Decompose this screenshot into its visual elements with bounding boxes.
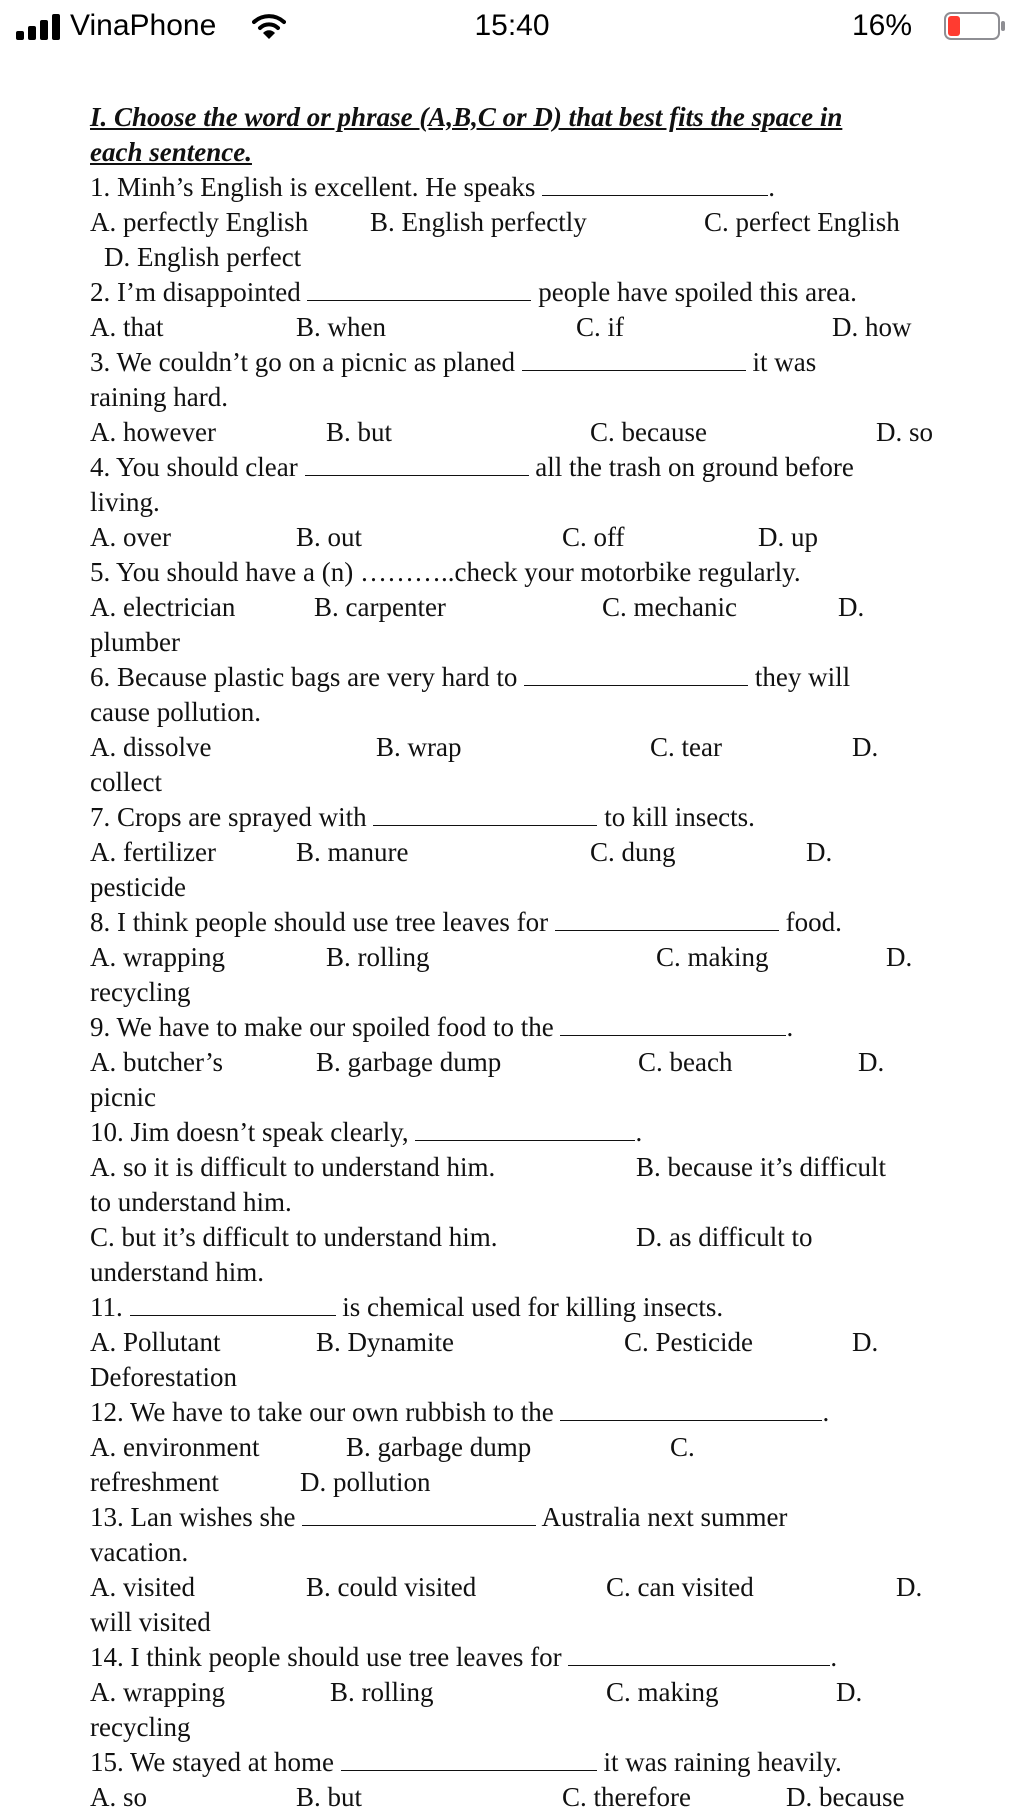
question-3 — [90, 345, 950, 380]
option-a: A. butcher’s — [90, 1047, 223, 1077]
option-d: D. up — [758, 522, 818, 552]
option-a: A. over — [90, 522, 171, 552]
option-b: B. wrap — [376, 732, 462, 762]
question-14-stem: 14. I think people should use tree leaves for — [90, 1642, 562, 1672]
option-b: B. could visited — [306, 1572, 477, 1602]
question-4-cont: living. — [90, 487, 160, 517]
question-10 — [90, 1115, 950, 1150]
option-a: A. wrapping — [90, 1677, 225, 1707]
option-b: B. English perfectly — [370, 207, 587, 237]
option-d: D. — [886, 942, 913, 972]
question-11-options-cont: Deforestation — [90, 1362, 237, 1392]
question-10-stem: 10. Jim doesn’t speak clearly, — [90, 1117, 409, 1147]
answer-blank — [522, 346, 746, 371]
answer-blank — [524, 661, 748, 686]
question-4 — [90, 450, 950, 485]
question-5-options-cont: plumber — [90, 627, 180, 657]
question-2-options — [90, 310, 950, 345]
answer-blank — [341, 1746, 597, 1771]
status-bar — [0, 0, 1024, 54]
option-c: C. because — [590, 417, 707, 447]
option-c: C. can visited — [606, 1572, 754, 1602]
option-c: C. but it’s difficult to understand him. — [90, 1222, 498, 1252]
option-a: A. however — [90, 417, 216, 447]
answer-blank — [373, 801, 597, 826]
question-14-options-cont: recycling — [90, 1712, 191, 1742]
question-10-options — [90, 1150, 950, 1185]
question-13-end: Australia next summer — [541, 1502, 788, 1532]
battery-level-fill — [948, 16, 960, 36]
option-a: A. perfectly English — [90, 207, 309, 237]
question-12-stem: 12. We have to take our own rubbish to the — [90, 1397, 554, 1427]
battery-percentage: 16% — [851, 9, 912, 42]
question-15-stem: 15. We stayed at home — [90, 1747, 335, 1777]
option-c: C. if — [576, 312, 625, 342]
question-7-end: to kill insects. — [604, 802, 755, 832]
question-11-stem: 11. — [90, 1292, 123, 1322]
answer-blank — [555, 906, 779, 931]
question-13-stem: 13. Lan wishes she — [90, 1502, 296, 1532]
option-b: B. because it’s difficult — [636, 1152, 886, 1182]
question-13 — [90, 1500, 950, 1535]
answer-blank — [560, 1396, 822, 1421]
question-4-options — [90, 520, 950, 555]
option-b: B. carpenter — [314, 592, 446, 622]
question-1 — [90, 170, 950, 205]
question-13-cont: vacation. — [90, 1537, 189, 1567]
question-12-options — [90, 1430, 950, 1465]
option-c: C. mechanic — [602, 592, 737, 622]
option-d: D. — [896, 1572, 923, 1602]
question-8-options-cont: recycling — [90, 977, 191, 1007]
question-8 — [90, 905, 950, 940]
question-8-options — [90, 940, 950, 975]
question-13-options — [90, 1570, 950, 1605]
question-5-options — [90, 590, 950, 625]
option-c: C. making — [606, 1677, 719, 1707]
option-b: B. but — [296, 1782, 363, 1812]
question-15 — [90, 1745, 950, 1780]
carrier-name: VinaPhone — [70, 9, 217, 42]
section-heading: I. Choose the word or phrase (A,B,C or D) that best fits the space in — [90, 102, 843, 132]
option-b: B. rolling — [330, 1677, 434, 1707]
question-4-end: all the trash on ground before — [535, 452, 854, 482]
question-7-stem: 7. Crops are sprayed with — [90, 802, 367, 832]
option-a: A. electrician — [90, 592, 236, 622]
question-10-end: . — [635, 1117, 643, 1147]
question-4-stem: 4. You should clear — [90, 452, 298, 482]
worksheet — [90, 100, 950, 1815]
option-d: D. — [852, 1327, 879, 1357]
question-11-options — [90, 1325, 950, 1360]
question-9-end: . — [786, 1012, 794, 1042]
answer-blank — [130, 1291, 336, 1316]
question-8-stem: 8. I think people should use tree leaves for — [90, 907, 549, 937]
answer-blank — [302, 1501, 536, 1526]
question-6-options-cont: collect — [90, 767, 162, 797]
question-6-end: they will — [754, 662, 851, 692]
question-3-end: it was — [752, 347, 817, 377]
answer-blank — [568, 1641, 830, 1666]
question-9-options — [90, 1045, 950, 1080]
question-1-options-cont — [90, 240, 950, 275]
option-a: A. so it is difficult to understand him. — [90, 1152, 496, 1182]
question-14-options — [90, 1675, 950, 1710]
option-c: C. — [670, 1432, 695, 1462]
option-c: C. dung — [590, 837, 676, 867]
option-b: B. out — [296, 522, 363, 552]
question-14-end: . — [830, 1642, 838, 1672]
question-14 — [90, 1640, 950, 1675]
question-6-stem: 6. Because plastic bags are very hard to — [90, 662, 518, 692]
option-c: C. Pesticide — [624, 1327, 753, 1357]
question-7-options — [90, 835, 950, 870]
question-6-cont: cause pollution. — [90, 697, 261, 727]
option-b: B. when — [296, 312, 386, 342]
option-d: D. because — [786, 1782, 905, 1812]
answer-blank — [542, 171, 768, 196]
question-2 — [90, 275, 950, 310]
option-a: A. visited — [90, 1572, 195, 1602]
question-13-options-cont: will visited — [90, 1607, 211, 1637]
option-a: A. so — [90, 1782, 148, 1812]
question-10-option-d-cont: understand him. — [90, 1257, 264, 1287]
option-c: C. beach — [638, 1047, 733, 1077]
answer-blank — [307, 276, 531, 301]
section-heading-cont: each sentence. — [90, 137, 252, 167]
question-12 — [90, 1395, 950, 1430]
option-c: C. off — [562, 522, 625, 552]
question-12-end: . — [822, 1397, 830, 1427]
option-c: C. therefore — [562, 1782, 691, 1812]
option-b: B. rolling — [326, 942, 430, 972]
option-d: D. so — [876, 417, 934, 447]
answer-blank — [560, 1011, 786, 1036]
answer-blank — [415, 1116, 635, 1141]
question-15-options — [90, 1780, 950, 1815]
question-6 — [90, 660, 950, 695]
question-2-end: people have spoiled this area. — [538, 277, 857, 307]
option-c: C. perfect English — [704, 207, 900, 237]
option-c: C. tear — [650, 732, 722, 762]
question-10-option-b-cont: to understand him. — [90, 1187, 292, 1217]
clock: 15:40 — [474, 9, 550, 42]
question-9 — [90, 1010, 950, 1045]
option-d: D. — [806, 837, 833, 867]
option-b: B. manure — [296, 837, 409, 867]
battery-icon — [944, 12, 1006, 40]
option-d: D. pollution — [300, 1467, 431, 1497]
question-1-end: . — [768, 172, 775, 202]
question-8-end: food. — [785, 907, 842, 937]
option-a: A. wrapping — [90, 942, 225, 972]
option-c: C. making — [656, 942, 769, 972]
option-b: B. but — [326, 417, 393, 447]
question-7-options-cont: pesticide — [90, 872, 186, 902]
option-a: A. fertilizer — [90, 837, 216, 867]
option-b: B. garbage dump — [316, 1047, 502, 1077]
question-15-end: it was raining heavily. — [603, 1747, 842, 1777]
question-11 — [90, 1290, 950, 1325]
question-11-end: is chemical used for killing insects. — [342, 1292, 724, 1322]
question-1-stem: 1. Minh’s English is excellent. He speaks — [90, 172, 536, 202]
question-1-options — [90, 205, 950, 240]
question-9-options-cont: picnic — [90, 1082, 156, 1112]
option-a: A. dissolve — [90, 732, 212, 762]
question-7 — [90, 800, 950, 835]
option-d: D. — [836, 1677, 863, 1707]
option-c-cont: refreshment — [90, 1467, 219, 1497]
option-d: D. how — [832, 312, 912, 342]
question-3-options — [90, 415, 950, 450]
question-5: 5. You should have a (n) ………..check your motorbike regularly. — [90, 557, 801, 587]
option-b: B. garbage dump — [346, 1432, 532, 1462]
option-a: A. Pollutant — [90, 1327, 221, 1357]
question-3-cont: raining hard. — [90, 382, 228, 412]
answer-blank — [305, 451, 529, 476]
question-12-options-cont — [90, 1465, 950, 1500]
option-d: D. English perfect — [104, 242, 302, 272]
question-9-stem: 9. We have to make our spoiled food to the — [90, 1012, 554, 1042]
question-2-stem: 2. I’m disappointed — [90, 277, 301, 307]
option-d: D. — [838, 592, 865, 622]
question-6-options — [90, 730, 950, 765]
option-d: D. — [858, 1047, 885, 1077]
question-10-options-cd — [90, 1220, 950, 1255]
option-b: B. Dynamite — [316, 1327, 454, 1357]
question-3-stem: 3. We couldn’t go on a picnic as planed — [90, 347, 515, 377]
option-a: A. environment — [90, 1432, 260, 1462]
option-d: D. — [852, 732, 879, 762]
option-a: A. that — [90, 312, 164, 342]
option-d: D. as difficult to — [636, 1222, 813, 1252]
